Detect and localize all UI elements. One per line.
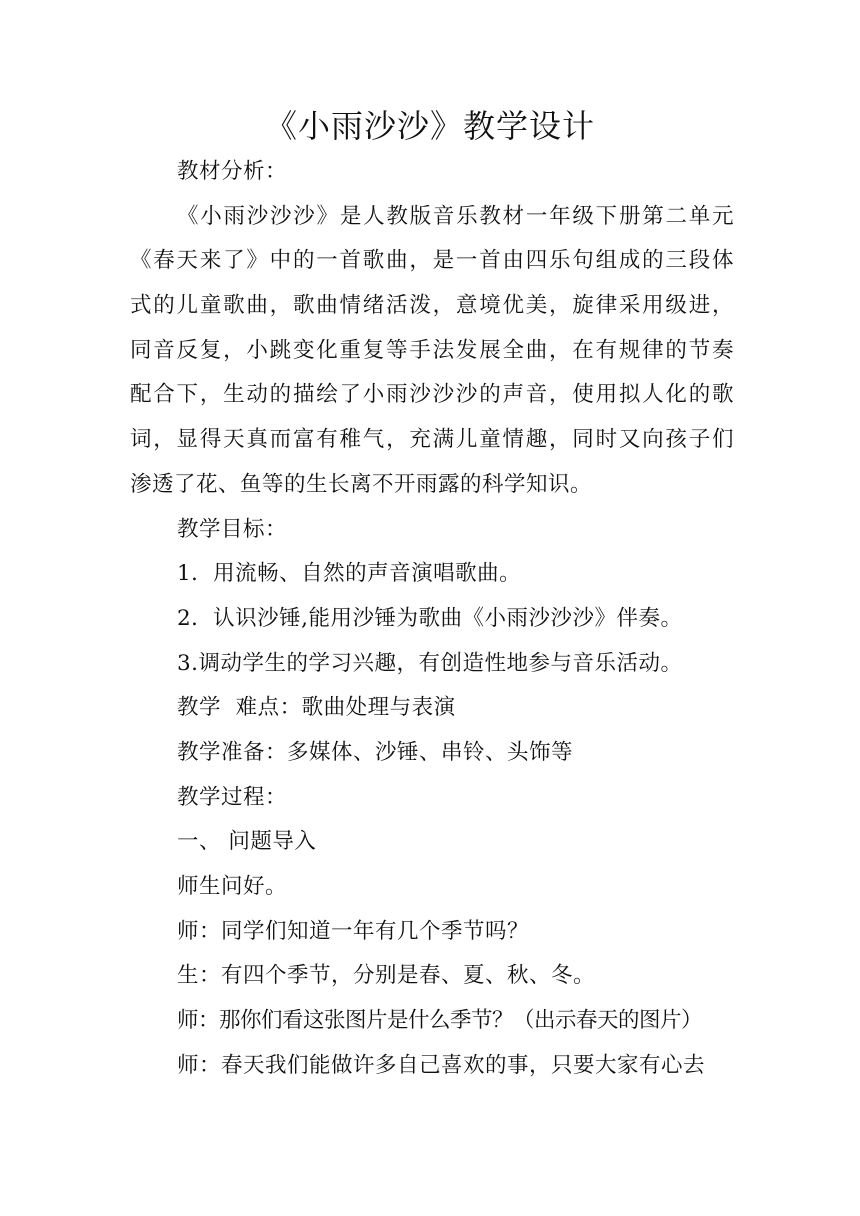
dialogue-line: 师：同学们知道一年有几个季节吗？	[177, 918, 530, 944]
analysis-line: 配合下，生动的描绘了小雨沙沙沙的声音，使用拟人化的歌	[130, 382, 734, 408]
dialogue-line: 师：春天我们能做许多自己喜欢的事，只要大家有心去	[177, 1052, 706, 1078]
analysis-line: 同音反复，小跳变化重复等手法发展全曲，在有规律的节奏	[130, 337, 734, 363]
analysis-heading: 教材分析：	[177, 159, 288, 184]
analysis-line: 渗透了花、鱼等的生长离不开雨露的科学知识。	[130, 471, 593, 497]
preparation-line: 教学准备：多媒体、沙锤、串铃、头饰等	[177, 739, 574, 765]
goal-item: 3.调动学生的学习兴趣，有创造性地参与音乐活动。	[177, 650, 683, 676]
analysis-line: 式的儿童歌曲，歌曲情绪活泼，意境优美，旋律采用级进，	[130, 293, 734, 319]
dialogue-line: 师：那你们看这张图片是什么季节？（出示春天的图片）	[177, 1008, 703, 1034]
analysis-line: 《春天来了》中的一首歌曲，是一首由四乐句组成的三段体	[130, 248, 734, 274]
goals-heading: 教学目标：	[177, 516, 288, 542]
dialogue-line: 师生问好。	[177, 874, 288, 899]
goal-item: 1．用流畅、自然的声音演唱歌曲。	[177, 561, 522, 587]
document-title: 《小雨沙沙》教学设计	[264, 107, 595, 145]
goal-item: 2．认识沙锤,能用沙锤为歌曲《小雨沙沙沙》伴奏。	[177, 605, 683, 631]
process-heading: 教学过程：	[177, 784, 288, 810]
step-one-heading: 一、 问题导入	[177, 829, 317, 855]
document-body	[130, 150, 734, 1088]
analysis-line: 词，显得天真而富有稚气，充满儿童情趣，同时又向孩子们	[130, 427, 734, 453]
analysis-paragraph	[130, 195, 734, 508]
difficulty-line: 教学 难点：歌曲处理与表演	[177, 695, 456, 721]
analysis-line: 《小雨沙沙沙》是人教版音乐教材一年级下册第二单元	[177, 203, 734, 229]
dialogue-line: 生：有四个季节，分别是春、夏、秋、冬。	[177, 963, 596, 989]
